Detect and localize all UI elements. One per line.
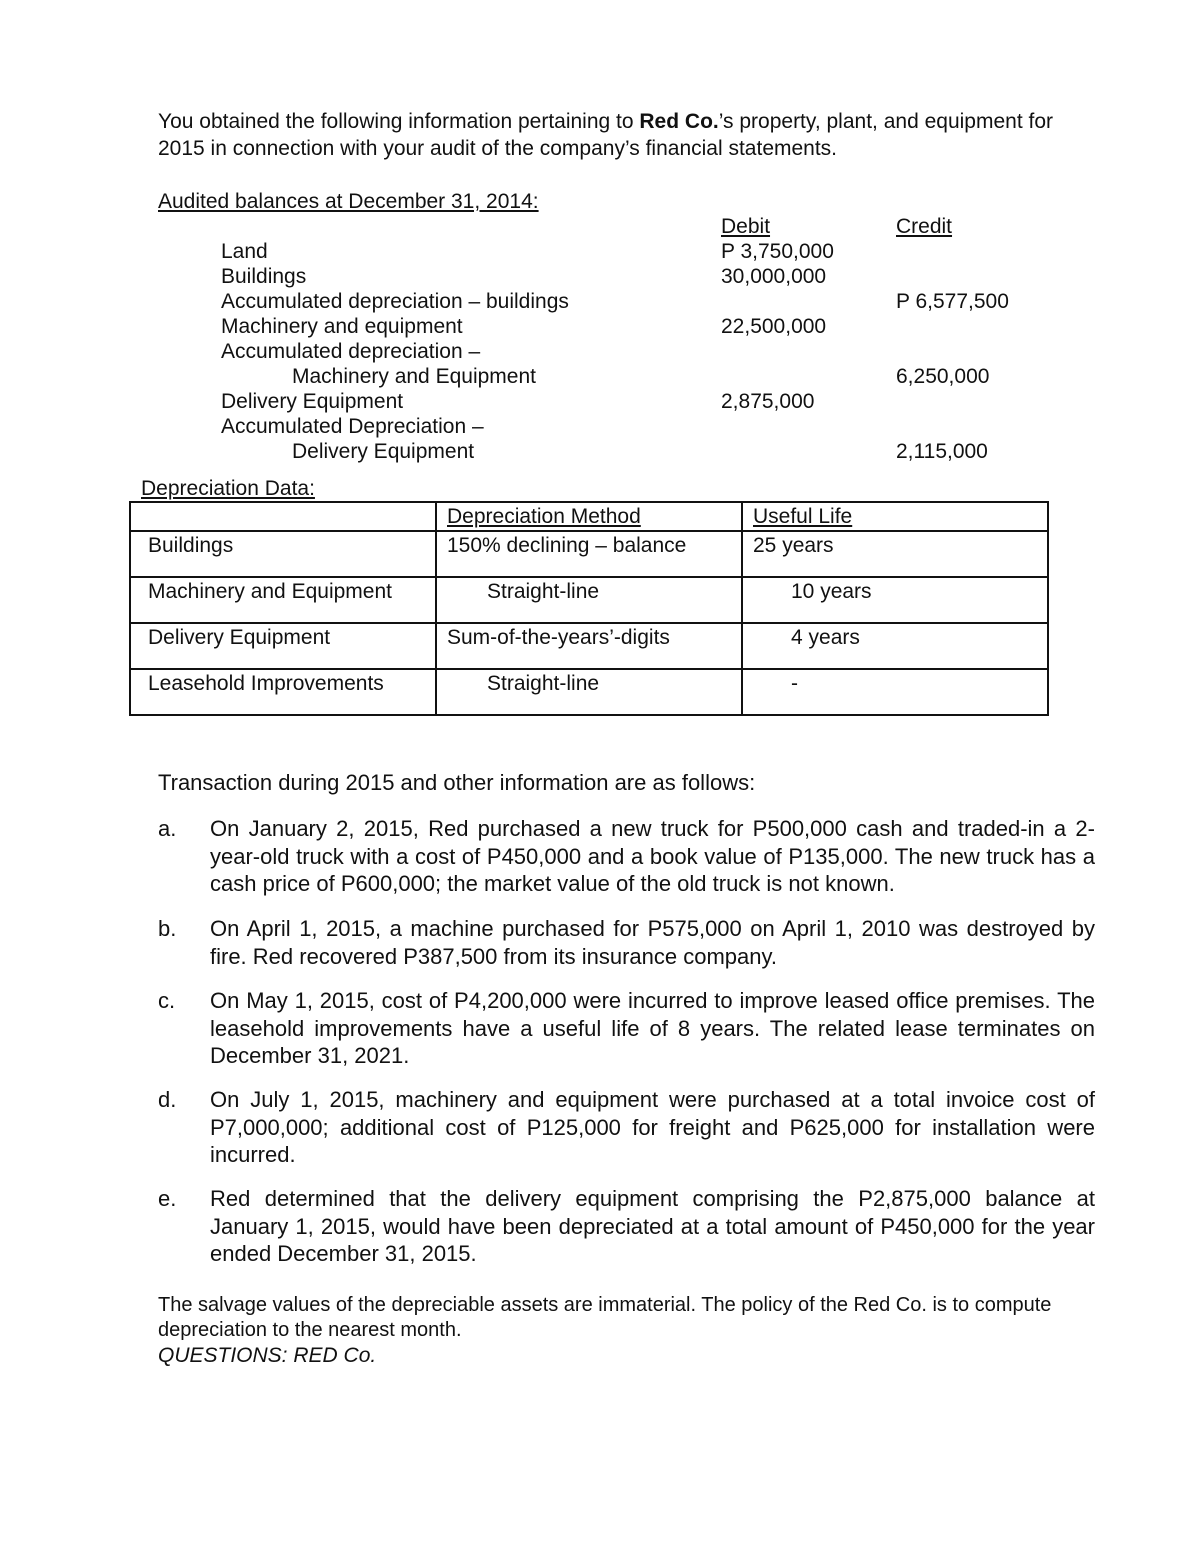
item-text: On April 1, 2015, a machine purchased for P575,000 on April 1, 2010 was destroyed by fire. Red recovered P387,500 from its insurance company. xyxy=(210,916,1095,969)
table-header-row xyxy=(130,502,1048,531)
asset-cell: Buildings xyxy=(130,531,436,577)
life-cell: - xyxy=(742,669,1048,715)
intro-paragraph xyxy=(158,108,1078,162)
transactions-heading: Transaction during 2015 and other information are as follows: xyxy=(158,770,756,795)
item-label: d. xyxy=(158,1087,177,1112)
method-cell: Sum-of-the-years’-digits xyxy=(436,623,742,669)
method-cell: Straight-line xyxy=(436,577,742,623)
table-row xyxy=(130,577,1048,623)
item-text: On July 1, 2015, machinery and equipment were purchased at a total invoice cost of P7,000,000; additional cost of P125,000 for freight and P625,000 for installation were incurred. xyxy=(210,1087,1095,1167)
balance-label: Delivery Equipment xyxy=(221,390,404,413)
item-label: e. xyxy=(158,1186,177,1211)
table-header-life: Useful Life xyxy=(742,502,1048,531)
balance-credit: P 6,577,500 xyxy=(896,290,1009,313)
balance-label: Machinery and Equipment xyxy=(292,365,536,388)
method-cell: Straight-line xyxy=(436,669,742,715)
balance-label: Buildings xyxy=(221,265,307,288)
questions-heading: QUESTIONS: RED Co. xyxy=(158,1344,377,1367)
item-label: c. xyxy=(158,988,176,1013)
balance-debit: 30,000,000 xyxy=(721,265,827,288)
table-row xyxy=(130,531,1048,577)
depreciation-heading: Depreciation Data: xyxy=(141,477,315,500)
debit-header: Debit xyxy=(721,215,771,238)
asset-cell: Leasehold Improvements xyxy=(130,669,436,715)
table-header-method: Depreciation Method xyxy=(436,502,742,531)
list-item xyxy=(158,815,1095,898)
credit-header: Credit xyxy=(896,215,953,238)
item-text: On May 1, 2015, cost of P4,200,000 were incurred to improve leased office premises. The leasehold improvements have a useful life of 8 years. The related lease terminates on December 31, 2021. xyxy=(210,988,1095,1068)
method-cell: 150% declining – balance xyxy=(436,531,742,577)
life-cell: 25 years xyxy=(742,531,1048,577)
balance-label: Delivery Equipment xyxy=(292,440,475,463)
balance-credit: 2,115,000 xyxy=(896,440,988,463)
footer xyxy=(158,1293,1088,1368)
list-item xyxy=(158,1185,1095,1268)
item-text: Red determined that the delivery equipment comprising the P2,875,000 balance at January 1, 2015, would have been depreciated at a total amount of P450,000 for the year ended December 31, 2015. xyxy=(210,1186,1095,1266)
policy-note: The salvage values of the depreciable assets are immaterial. The policy of the Red Co. is to compute depreciation to the nearest month. xyxy=(158,1294,1052,1341)
asset-cell: Machinery and Equipment xyxy=(130,577,436,623)
life-cell: 4 years xyxy=(742,623,1048,669)
table-row xyxy=(130,669,1048,715)
balances-heading: Audited balances at December 31, 2014: xyxy=(158,190,539,213)
table-header-cell-blank xyxy=(130,502,436,531)
balance-debit: 22,500,000 xyxy=(721,315,827,338)
intro-before: You obtained the following information pertaining to xyxy=(158,110,640,133)
balance-credit: 6,250,000 xyxy=(896,365,990,388)
item-label: b. xyxy=(158,916,177,941)
list-item xyxy=(158,987,1095,1070)
balance-label: Land xyxy=(221,240,268,263)
list-item xyxy=(158,1086,1095,1169)
balance-debit: P 3,750,000 xyxy=(721,240,834,263)
balance-label: Accumulated Depreciation – xyxy=(221,415,484,438)
item-text: On January 2, 2015, Red purchased a new truck for P500,000 cash and traded-in a 2-year-old truck with a cost of P450,000 and a book value of P135,000. The new truck has a cash price of P600,000; the market value of the old truck is not known. xyxy=(210,816,1095,896)
asset-cell: Delivery Equipment xyxy=(130,623,436,669)
balance-label: Accumulated depreciation – xyxy=(221,340,481,363)
life-cell: 10 years xyxy=(742,577,1048,623)
table-row xyxy=(130,623,1048,669)
intro-after: ’s property, plant, and equipment for 2015 in connection with your audit of the company’s financial statements. xyxy=(158,110,1053,160)
balance-label: Machinery and equipment xyxy=(221,315,463,338)
balance-debit: 2,875,000 xyxy=(721,390,815,413)
item-label: a. xyxy=(158,816,177,841)
company-name: Red Co. xyxy=(639,110,719,133)
balance-label: Accumulated depreciation – buildings xyxy=(221,290,569,313)
depreciation-table xyxy=(129,501,1049,716)
list-item xyxy=(158,915,1095,970)
